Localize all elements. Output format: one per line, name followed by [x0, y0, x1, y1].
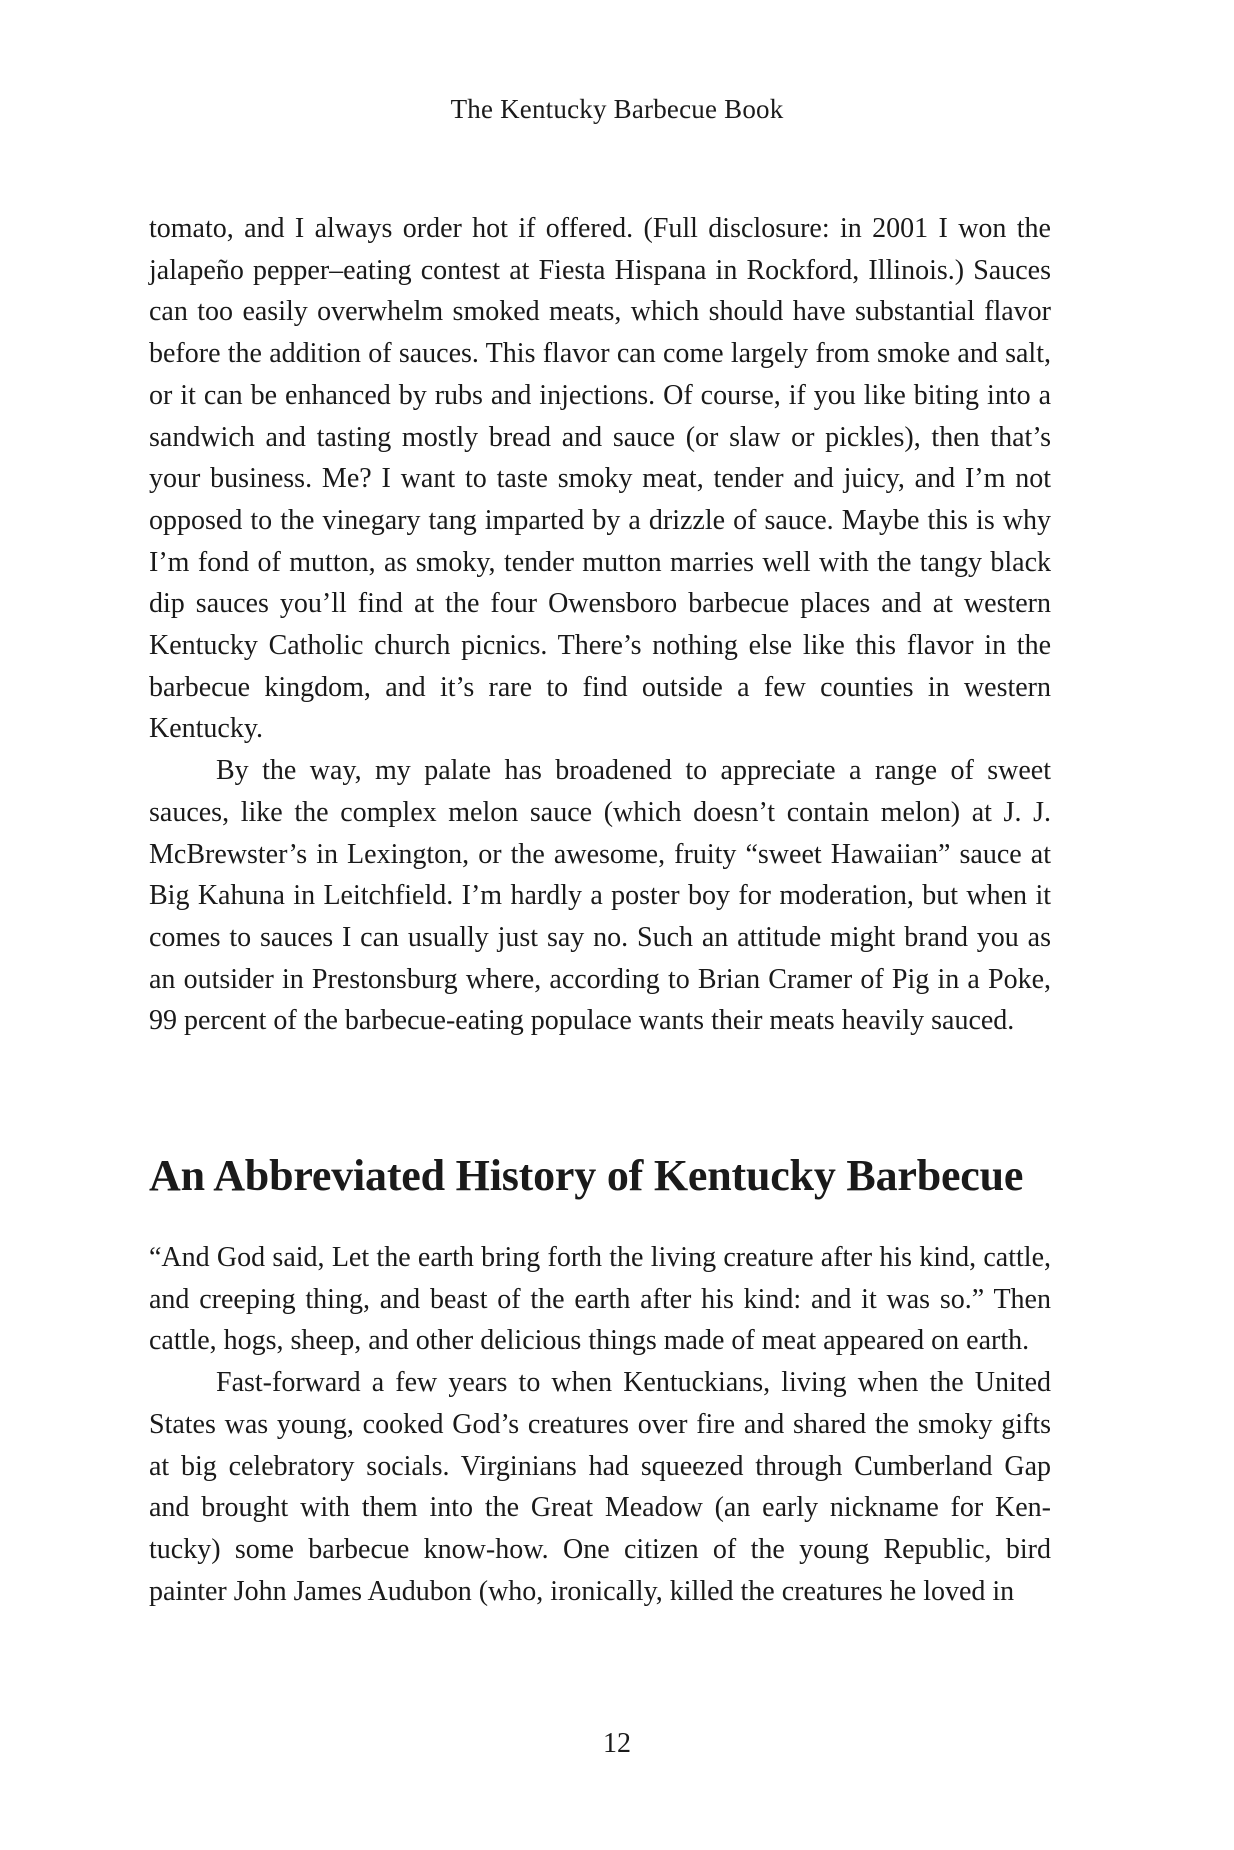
section-heading: An Abbreviated History of Kentucky Barbecue — [149, 1151, 1024, 1200]
paragraph: “And God said, Let the earth bring forth the living creature after his kind, cattle, and creeping thing, and beast of the earth after his kind: and it was so.” Then cattle, hogs, sheep, and other delicious things made of meat appeared on earth. — [149, 1242, 1051, 1357]
page-number: 12 — [603, 1728, 631, 1759]
paragraph: By the way, my palate has broadened to appreciate a range of sweet sauces, like the complex melon sauce (which doesn’t contain melon) at J. J. McBrewster’s in Lexington, or the awesome, fruity “sweet Hawaiian” sauce at Big Kahuna in Leitchfield. I’m hardly a poster boy for moderation, but when it comes to sauces I can usually just say no. Such an attitude might brand you as an outsider in Prestonsburg where, according to Brian Cramer of Pig in a Poke, 99 percent of the barbecue-eating populace wants their meats heavily sauced. — [149, 755, 1051, 1037]
body-text-top — [149, 208, 1051, 1042]
paragraph: tomato, and I always order hot if offered. (Full disclosure: in 2001 I won the jalapeño pepper–eating contest at Fiesta Hispana in Rockford, Illinois.) Sauces can too easily overwhelm smoked meats, which should have substantial flavor before the addition of sauces. This flavor can come largely from smoke and salt, or it can be enhanced by rubs and injections. Of course, if you like biting into a sandwich and tasting mostly bread and sauce (or slaw or pickles), then that’s your business. Me? I want to taste smoky meat, tender and juicy, and I’m not opposed to the vinegary tang imparted by a drizzle of sauce. Maybe this is why I’m fond of mutton, as smoky, tender mutton marries well with the tangy black dip sauces you’ll find at the four Owensboro barbecue places and at western Kentucky Catholic church picnics. There’s nothing else like this flavor in the barbecue kingdom, and it’s rare to find outside a few counties in western Kentucky. — [149, 213, 1051, 745]
body-text-bottom — [149, 1237, 1051, 1612]
paragraph: Fast-forward a few years to when Kentuckians, living when the United States was young, cooked God’s creatures over fire and shared the smoky gifts at big celebratory socials. Virginians had squeezed through Cumberland Gap and brought with them into the Great Meadow (an early nickname for Kentucky) some barbecue know-how. One citizen of the young Republic, bird painter John James Audubon (who, ironically, killed the creatures he loved in — [149, 1367, 1051, 1607]
running-head: The Kentucky Barbecue Book — [450, 94, 784, 124]
